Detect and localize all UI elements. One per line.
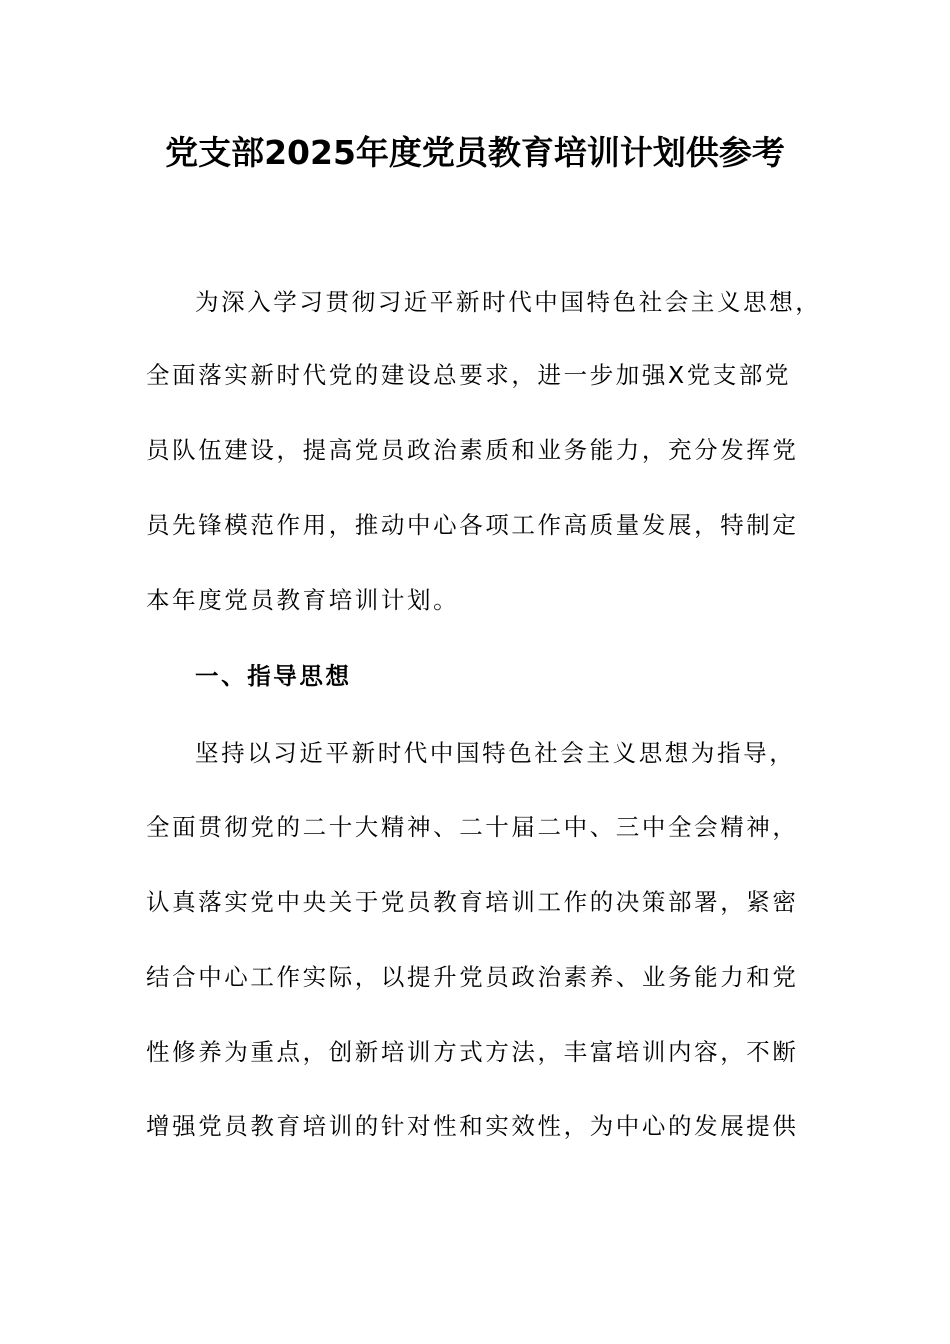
intro-line-1: 为深入学习贯彻习近平新时代中国特色社会主义思想， bbox=[195, 288, 822, 316]
section1-line-2: 全面贯彻党的二十大精神、二十届二中、三中全会精神， bbox=[146, 813, 799, 841]
section1-line-5: 性修养为重点，创新培训方式方法，丰富培训内容，不断 bbox=[146, 1038, 799, 1066]
intro-line-4: 员先锋模范作用，推动中心各项工作高质量发展，特制定 bbox=[146, 511, 799, 539]
section1-line-1: 坚持以习近平新时代中国特色社会主义思想为指导， bbox=[195, 739, 796, 767]
intro-line-5: 本年度党员教育培训计划。 bbox=[146, 586, 460, 614]
section1-line-4: 结合中心工作实际，以提升党员政治素养、业务能力和党 bbox=[146, 963, 799, 991]
document-title: 党支部2025年度党员教育培训计划供参考 bbox=[165, 133, 785, 172]
intro-line-3: 员队伍建设，提高党员政治素质和业务能力，充分发挥党 bbox=[146, 436, 799, 464]
section1-line-3: 认真落实党中央关于党员教育培训工作的决策部署，紧密 bbox=[146, 888, 799, 916]
section-heading-guiding-ideology: 一、指导思想 bbox=[195, 662, 352, 690]
intro-line-2: 全面落实新时代党的建设总要求，进一步加强X党支部党 bbox=[146, 361, 792, 389]
section1-line-6: 增强党员教育培训的针对性和实效性，为中心的发展提供 bbox=[146, 1112, 799, 1140]
